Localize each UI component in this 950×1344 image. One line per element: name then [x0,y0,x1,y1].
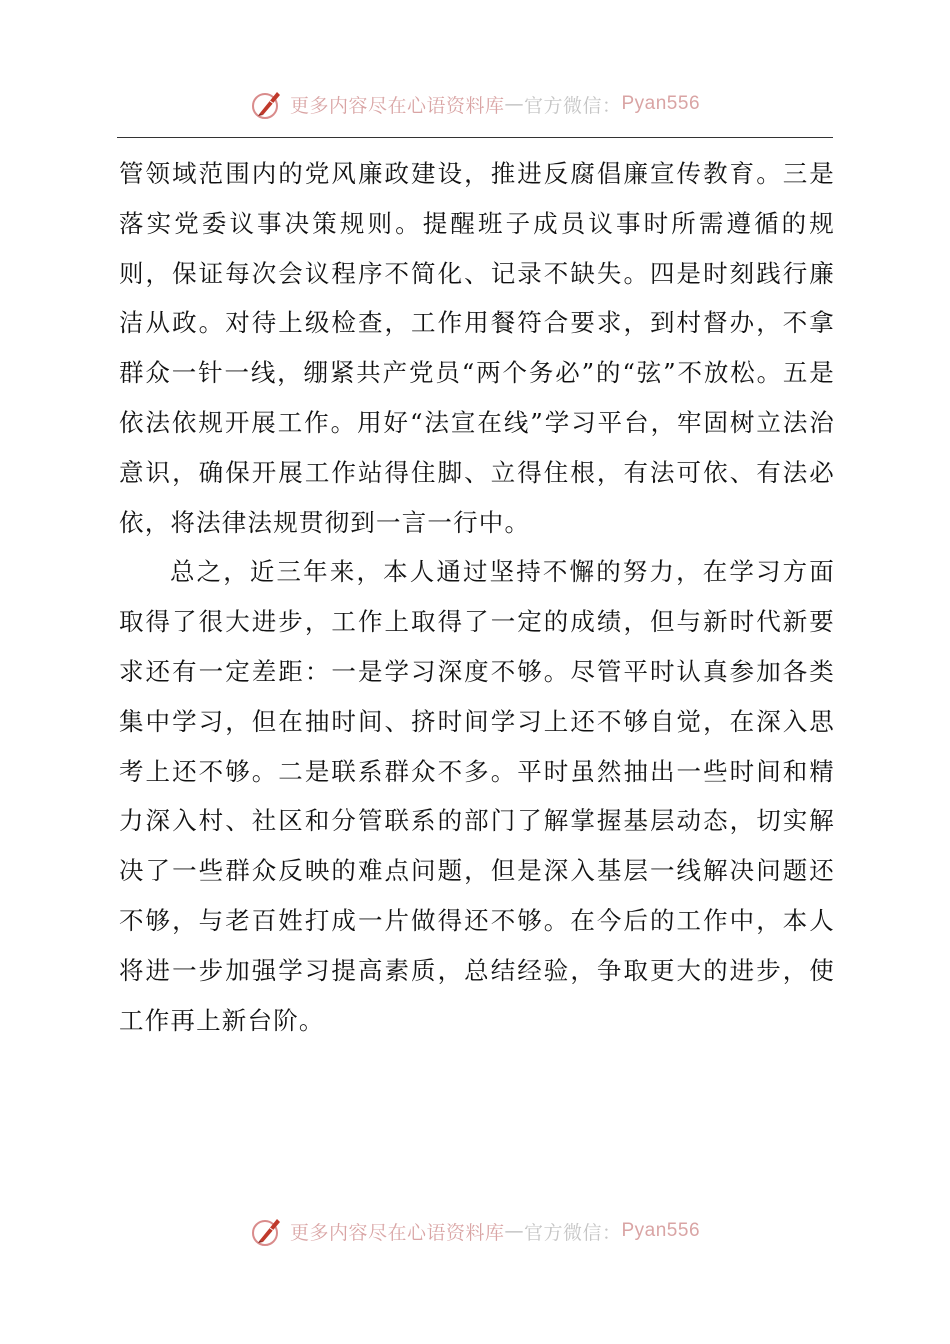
watermark-wechat-id: Pyan556 [621,93,701,114]
watermark-brand: 更多内容尽在心语资料库 [289,94,505,117]
header-watermark [0,84,950,124]
watermark-official-label: 官方微信： [523,94,622,117]
body-paragraph: 总之，近三年来，本人通过坚持不懈的努力，在学习方面取得了很大进步，工作上取得了一定的成绩，但与新时代新要求还有一定差距：一是学习深度不够。尽管平时认真参加各类集中学习，但在抽时间、挤时间学习上还不够自觉，在深入思考上还不够。二是联系群众不多。平时虽然抽出一些时间和精力深入村、社区和分管联系的部门了解掌握基层动态，切实解决了一些群众反映的难点问题，但是深入基层一线解决问题还不够，与老百姓打成一片做得还不够。在今后的工作中，本人将进一步加强学习提高素质，总结经验，争取更大的进步，使工作再上新台阶。 [119,557,835,1035]
watermark-wechat-id: Pyan556 [621,1220,701,1241]
watermark-dash: — [504,1220,524,1242]
body-paragraph: 管领域范围内的党风廉政建设，推进反腐倡廉宣传教育。三是落实党委议事决策规则。提醒班子成员议事时所需遵循的规则，保证每次会议程序不简化、记录不缺失。四是时刻践行廉洁从政。对待上级检查，工作用餐符合要求，到村督办，不拿群众一针一线，绷紧共产党员“两个务必”的“弦”不放松。五是依法依规开展工作。用好“法宣在线”学习平台，牢固树立法治意识，确保开展工作站得住脚、立得住根，有法可依、有法必依，将法律法规贯彻到一言一行中。 [119,159,835,537]
footer-watermark [0,1211,950,1251]
quill-logo-icon [250,87,284,121]
document-body [119,149,835,1045]
header-divider [117,137,833,138]
quill-logo-icon [250,1214,284,1248]
watermark-dash: — [504,93,524,115]
watermark-official-label: 官方微信： [523,1221,622,1244]
watermark-brand: 更多内容尽在心语资料库 [289,1221,505,1244]
